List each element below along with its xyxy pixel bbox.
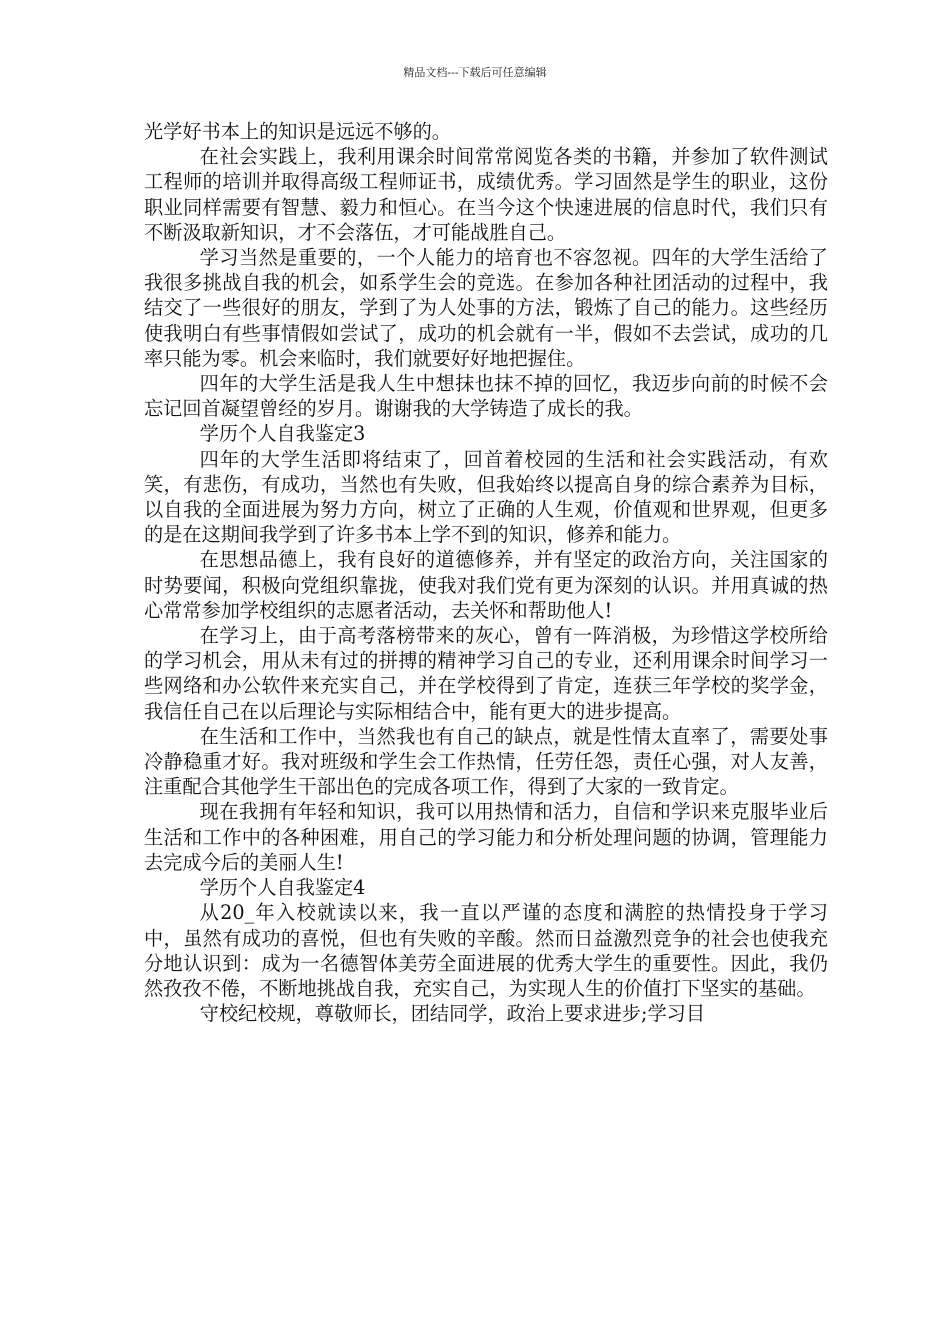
paragraph: 在思想品德上，我有良好的道德修养，并有坚定的政治方向，关注国家的时势要闻，积极向党组织靠拢，使我对我们党有更为深刻的认识。并用真诚的热心常常参加学校组织的志愿者活动，去关怀和帮助他人!: [144, 548, 828, 622]
paragraph: 在社会实践上，我利用课余时间常常阅览各类的书籍，并参加了软件测试工程师的培训并取得高级工程师证书，成绩优秀。学习固然是学生的职业，这份职业同样需要有智慧、毅力和恒心。在当今这个快速进展的信息时代，我们只有不断汲取新知识，才不会落伍，才可能战胜自己。: [144, 145, 828, 244]
paragraph: 现在我拥有年轻和知识，我可以用热情和活力，自信和学识来克服毕业后生活和工作中的各种困难，用自己的学习能力和分析处理问题的协调，管理能力去完成今后的美丽人生!: [144, 800, 828, 874]
paragraph: 学习当然是重要的，一个人能力的培育也不容忽视。四年的大学生活给了我很多挑战自我的机会，如系学生会的竞选。在参加各种社团活动的过程中，我结交了一些很好的朋友，学到了为人处事的方法，锻炼了自己的能力。这些经历使我明白有些事情假如尝试了，成功的机会就有一半，假如不去尝试，成功的几率只能为零。机会来临时，我们就要好好地把握住。: [144, 246, 828, 370]
paragraph: 在学习上，由于高考落榜带来的灰心，曾有一阵消极，为珍惜这学校所给的学习机会，用从未有过的拼搏的精神学习自己的专业，还利用课余时间学习一些网络和办公软件来充实自己，并在学校得到了肯定，连获三年学校的奖学金，我信任自己在以后理论与实际相结合中，能有更大的进步提高。: [144, 624, 828, 723]
paragraph: 四年的大学生活是我人生中想抹也抹不掉的回忆，我迈步向前的时候不会忘记回首凝望曾经的岁月。谢谢我的大学铸造了成长的我。: [144, 372, 828, 421]
document-body: [144, 119, 828, 1026]
section-heading: 学历个人自我鉴定4: [199, 876, 366, 900]
paragraph: 守校纪校规，尊敬师长，团结同学，政治上要求进步;学习目: [199, 1002, 706, 1026]
page-header: 精品文档---下载后可任意编辑: [403, 66, 547, 79]
paragraph: 在生活和工作中，当然我也有自己的缺点，就是性情太直率了，需要处事冷静稳重才好。我对班级和学生会工作热情，任劳任怨，责任心强，对人友善，注重配合其他学生干部出色的完成各项工作，得到了大家的一致肯定。: [144, 724, 828, 799]
paragraph: 从20_年入校就读以来，我一直以严谨的态度和满腔的热情投身于学习中，虽然有成功的喜悦，但也有失败的辛酸。然而日益激烈竞争的社会也使我充分地认识到：成为一名德智体美劳全面进展的优秀大学生的重要性。因此，我仍然孜孜不倦，不断地挑战自我，充实自己，为实现人生的价值打下坚实的基础。: [144, 901, 828, 1000]
paragraph: 光学好书本上的知识是远远不够的。: [144, 120, 451, 143]
section-heading: 学历个人自我鉴定3: [199, 422, 366, 446]
paragraph: 四年的大学生活即将结束了，回首着校园的生活和社会实践活动，有欢笑，有悲伤，有成功，当然也有失败，但我始终以提高自身的综合素养为目标，以自我的全面进展为努力方向，树立了正确的人生观，价值观和世界观，但更多的是在这期间我学到了许多书本上学不到的知识，修养和能力。: [144, 447, 828, 547]
